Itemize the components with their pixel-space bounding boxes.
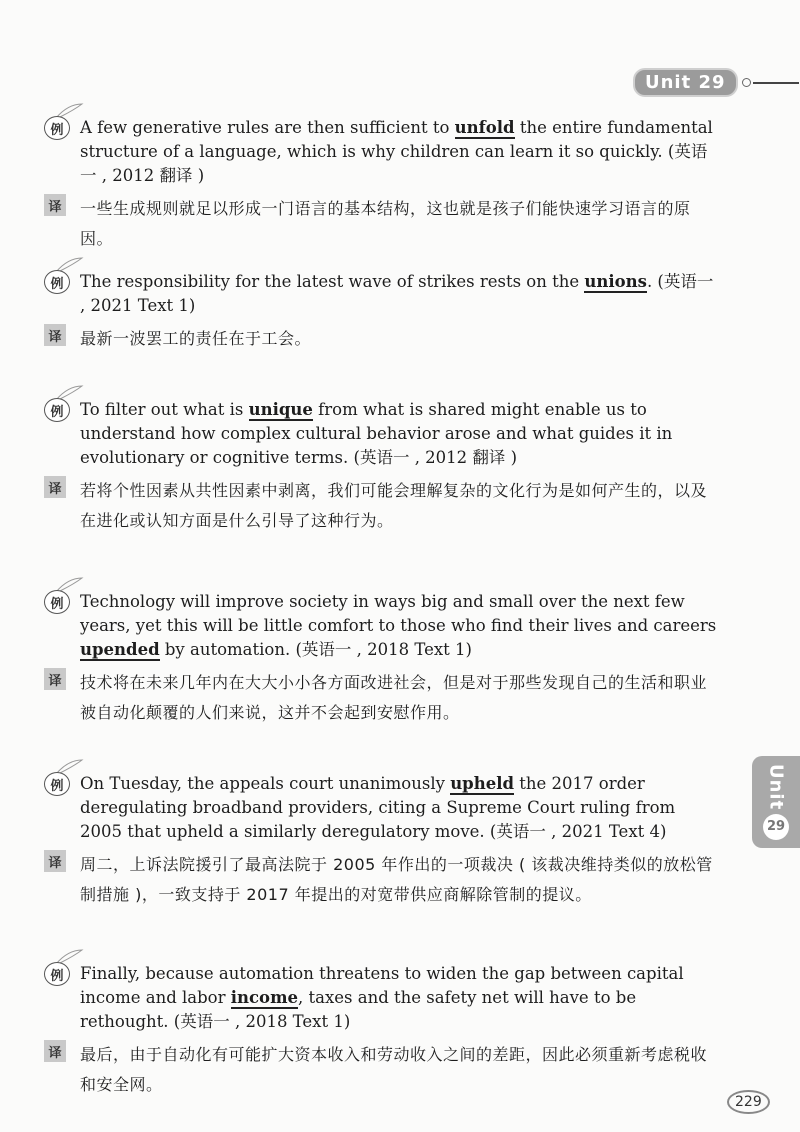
translation-marker: 译 — [44, 476, 70, 500]
translation-marker: 译 — [44, 1040, 70, 1064]
example-sentence: To filter out what is unique from what is shared might enable us to understand how complex cultural behavior arose and what guides it in evolutionary or cognitive terms. (英语一 , 2012 翻译 ) — [80, 400, 673, 467]
page-number: 229 — [727, 1090, 770, 1114]
keyword: unique — [248, 400, 313, 419]
example-marker: 例 — [44, 116, 70, 140]
example-marker: 例 — [44, 772, 70, 796]
example-entry — [0, 116, 800, 254]
example-marker: 例 — [44, 270, 70, 294]
example-entry — [0, 962, 800, 1100]
translation-text: 技术将在未来几年内在大大小小各方面改进社会，但是对于那些发现自己的生活和职业被自动化颠覆的人们来说，这并不会起到安慰作用。 — [80, 673, 708, 722]
translation-text: 若将个性因素从共性因素中剥离，我们可能会理解复杂的文化行为是如何产生的，以及在进化或认知方面是什么引导了这种行为。 — [80, 481, 708, 530]
translation-marker: 译 — [44, 668, 70, 692]
example-marker: 例 — [44, 398, 70, 422]
translation-text: 一些生成规则就足以形成一门语言的基本结构，这也就是孩子们能快速学习语言的原因。 — [80, 199, 691, 248]
header-rule — [742, 78, 799, 87]
example-sentence: Technology will improve society in ways big and small over the next few years, yet this will be little comfort to those who find their lives and careers upended by automation. (英语一 , 2018 Text 1) — [80, 592, 717, 659]
side-unit-number: 29 — [763, 814, 789, 840]
example-sentence: A few generative rules are then sufficient to unfold the entire fundamental structure of a language, which is why children can learn it so quickly. (英语一 , 2012 翻译 ) — [80, 118, 713, 185]
translation-marker: 译 — [44, 850, 70, 874]
translation-text: 周二，上诉法院援引了最高法院于 2005 年作出的一项裁决 ( 该裁决维持类似的放松管制措施 )，一致支持于 2017 年提出的对宽带供应商解除管制的提议。 — [80, 855, 713, 904]
example-marker: 例 — [44, 962, 70, 986]
example-sentence: On Tuesday, the appeals court unanimously upheld the 2017 order deregulating broadband providers, citing a Supreme Court ruling from 2005 that upheld a similarly deregulatory move. (英语一 , 2021 Text 4) — [80, 774, 676, 841]
example-entry — [0, 270, 800, 354]
example-sentence: Finally, because automation threatens to widen the gap between capital income and labor income, taxes and the safety net will have to be rethought. (英语一 , 2018 Text 1) — [80, 964, 684, 1031]
translation-marker: 译 — [44, 324, 70, 348]
translation-marker: 译 — [44, 194, 70, 218]
example-entry — [0, 398, 800, 536]
keyword: upheld — [450, 774, 515, 793]
example-entry — [0, 590, 800, 728]
unit-header-tab — [633, 68, 799, 97]
keyword: unfold — [454, 118, 515, 137]
example-sentence: The responsibility for the latest wave of strikes rests on the unions. (英语一 , 2021 Text 1) — [80, 272, 714, 315]
translation-text: 最新一波罢工的责任在于工会。 — [80, 329, 312, 348]
unit-label: Unit 29 — [633, 68, 738, 97]
translation-text: 最后，由于自动化有可能扩大资本收入和劳动收入之间的差距，因此必须重新考虑税收和安全网。 — [80, 1045, 708, 1094]
keyword: upended — [80, 640, 160, 659]
keyword: income — [230, 988, 299, 1007]
example-entry — [0, 772, 800, 910]
side-unit-word: Unit — [765, 763, 787, 811]
example-marker: 例 — [44, 590, 70, 614]
keyword: unions — [584, 272, 647, 291]
